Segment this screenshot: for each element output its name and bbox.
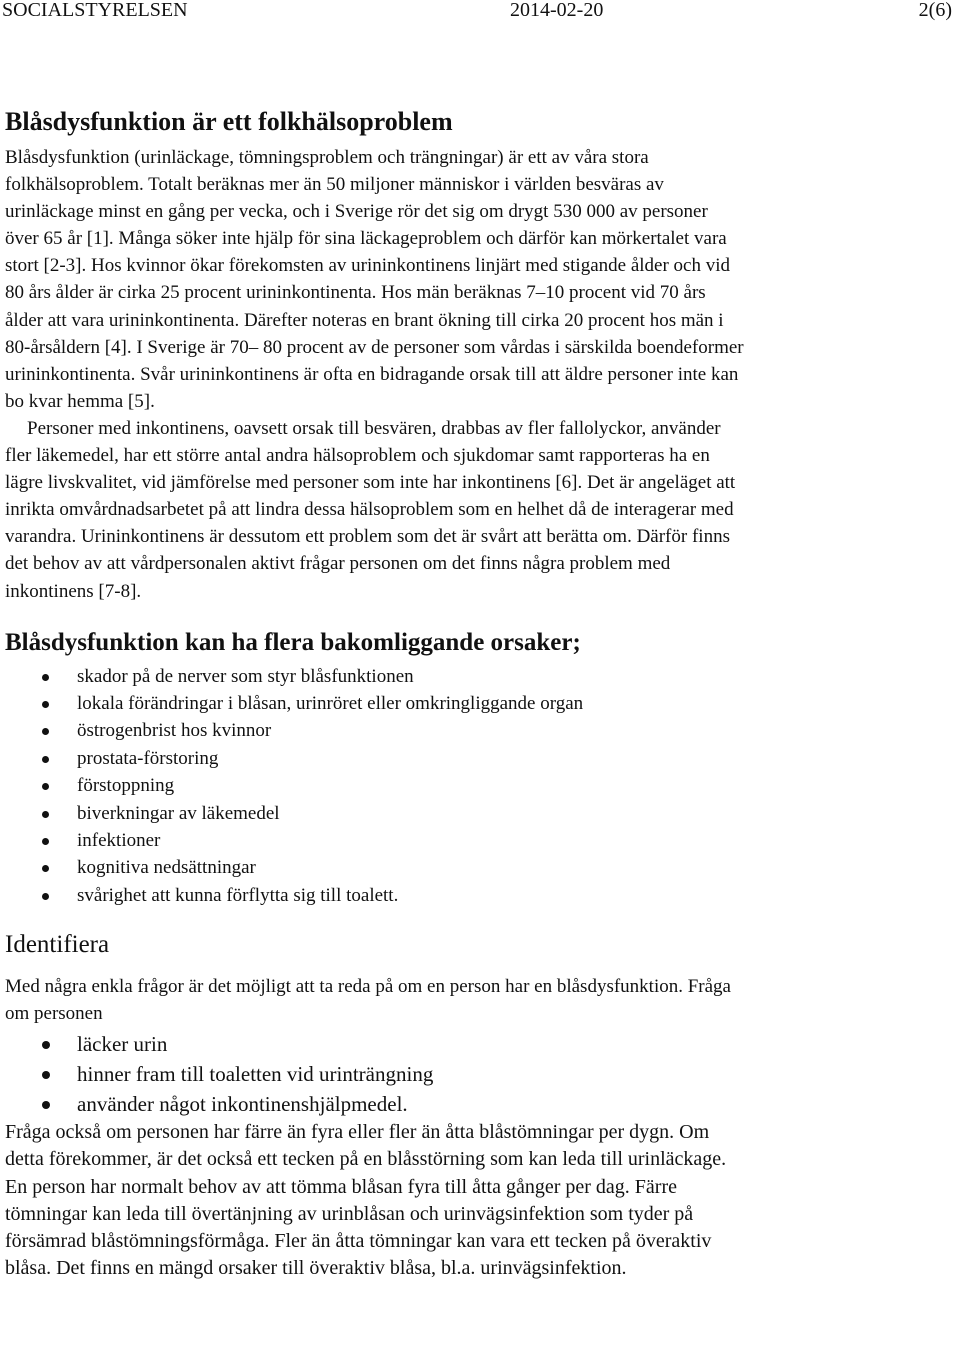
bullet-icon — [42, 838, 49, 845]
bullet-icon — [42, 1041, 50, 1049]
list-item — [5, 717, 745, 744]
list-item — [5, 663, 745, 690]
bullet-icon — [42, 756, 49, 763]
bullet-icon — [42, 701, 49, 708]
document-body — [5, 104, 745, 1282]
list-item — [5, 1029, 745, 1059]
section-heading-identify: Identifiera — [5, 931, 110, 959]
identify-questions-list — [5, 1029, 745, 1119]
list-item-text: hinner fram till toaletten vid urinträngning — [77, 1062, 434, 1087]
list-item-text: använder något inkontinenshjälpmedel. — [77, 1092, 408, 1117]
bullet-icon — [42, 865, 49, 872]
bullet-icon — [42, 811, 49, 818]
bullet-icon — [42, 674, 49, 681]
bullet-icon — [42, 783, 49, 790]
document-date: 2014-02-20 — [510, 0, 604, 21]
list-item — [5, 827, 745, 854]
list-item — [5, 882, 745, 909]
list-item — [5, 1059, 745, 1089]
list-item — [5, 745, 745, 772]
section-heading-public-health: Blåsdysfunktion är ett folkhälsoproblem — [5, 107, 453, 136]
list-item-text: infektioner — [77, 830, 161, 852]
list-item — [5, 800, 745, 827]
list-item — [5, 772, 745, 799]
page-number: 2(6) — [918, 0, 952, 21]
organization-name: SOCIALSTYRELSEN — [2, 0, 188, 21]
paragraph-identify-intro: Med några enkla frågor är det möjligt att ta reda på om en person har en blåsdysfunktion. Fråga om personen — [5, 976, 731, 1025]
bullet-icon — [42, 1101, 50, 1109]
causes-list — [5, 663, 745, 910]
list-item-text: kognitiva nedsättningar — [77, 857, 256, 879]
list-item-text: svårighet att kunna förflytta sig till toalett. — [77, 884, 399, 906]
paragraph-consequences: Personer med inkontinens, oavsett orsak till besvären, drabbas av fler fallolyckor, använder fler läkemedel, har ett större antal andra hälsoproblem och sjukdomar samt rapporteras ha en lägre livskvalitet, vid jämförelse med personer som inte har inkontinens [6]. Det är angeläget att inrikta omvårdnadsarbetet på att lindra dessa hälsoproblem som en helhet då de interagerar med varandra. Urininkontinens är dessutom ett problem som det är svårt att berätta om. Därför finns det behov av att vårdpersonalen aktivt frågar personen om det finns några problem med inkontinens [7-8]. — [5, 417, 736, 602]
paragraph-identify-closing: Fråga också om personen har färre än fyra eller fler än åtta blåstömningar per dygn. Om detta förekommer, är det också ett tecken på en blåsstörning som kan leda till urinläckage. En person har normalt behov av att tömma blåsan fyra till åtta gånger per dag. Färre tömningar kan leda till övertänjning av urinblåsan och urinvägsinfektion som tyder på försämrad blåstömningsförmåga. Fler än åtta tömningar kan vara ett tecken på överaktiv blåsa. Det finns en mängd orsaker till överaktiv blåsa, bl.a. urinvägsinfektion. — [5, 1121, 727, 1280]
list-item-text: läcker urin — [77, 1032, 168, 1057]
list-item-text: prostata-förstoring — [77, 747, 219, 769]
list-item — [5, 690, 745, 717]
list-item — [5, 1089, 745, 1119]
list-item-text: skador på de nerver som styr blåsfunktionen — [77, 665, 414, 687]
list-item-text: biverkningar av läkemedel — [77, 802, 280, 824]
list-item-text: östrogenbrist hos kvinnor — [77, 720, 272, 742]
paragraph-prevalence: Blåsdysfunktion (urinläckage, tömningsproblem och trängningar) är ett av våra stora folkhälsoproblem. Totalt beräknas mer än 50 miljoner människor i världen besväras av urinläckage minst en gång per vecka, och i Sverige rör det sig om drygt 530 000 av personer över 65 år [1]. Många söker inte hjälp för sina läckageproblem och därför kan mörkertalet vara stort [2-3]. Hos kvinnor ökar förekomsten av urininkontinens linjärt med stigande ålder och vid 80 års ålder är cirka 25 procent urininkontinenta. Hos män beräknas 7–10 procent vid 70 års ålder att vara urininkontinenta. Därefter noteras en brant ökning till cirka 20 procent hos män i 80-årsåldern [4]. I Sverige är 70– 80 procent av de personer som vårdas i särskilda boendeformer urininkontinenta. Svår urininkontinens är ofta en bidragande orsak till att äldre personer inte kan bo kvar hemma [5]. — [5, 147, 744, 412]
list-item — [5, 854, 745, 881]
bullet-icon — [42, 1071, 50, 1079]
section-heading-causes: Blåsdysfunktion kan ha flera bakomliggande orsaker; — [5, 628, 581, 656]
page-header — [0, 0, 952, 24]
bullet-icon — [42, 728, 49, 735]
list-item-text: förstoppning — [77, 775, 175, 797]
list-item-text: lokala förändringar i blåsan, urinröret eller omkringliggande organ — [77, 693, 584, 714]
bullet-icon — [42, 893, 49, 900]
